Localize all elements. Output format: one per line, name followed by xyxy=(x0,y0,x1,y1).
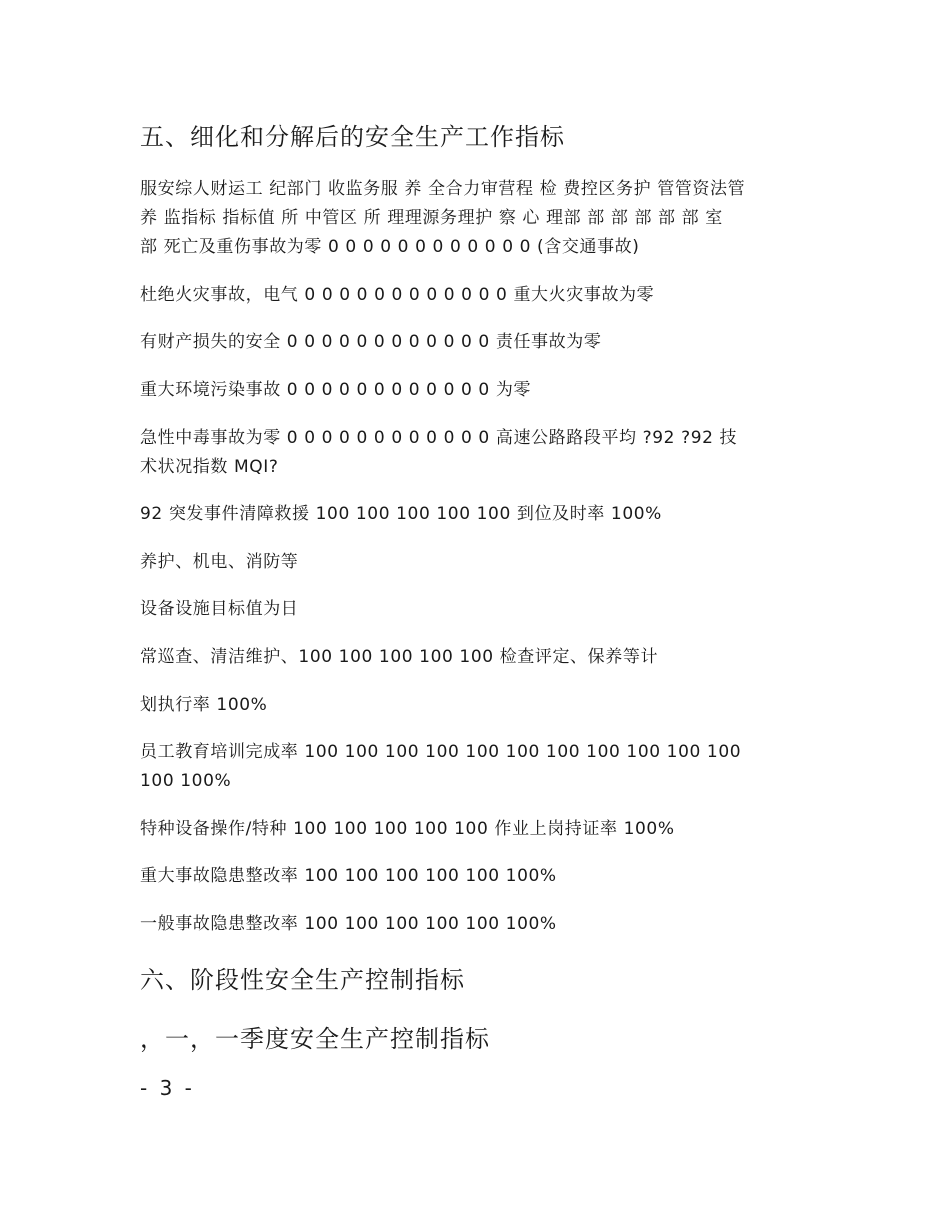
special-equipment-line: 特种设备操作/特种 100 100 100 100 100 作业上岗持证率 100% xyxy=(140,819,675,839)
daily-inspection-line: 常巡查、清洁维护、100 100 100 100 100 检查评定、保养等计 xyxy=(140,647,659,667)
page-number: - 3 - xyxy=(140,1076,195,1100)
acute-poisoning-line-2: 术状况指数 MQI? xyxy=(140,457,279,477)
general-hazard-line: 一般事故隐患整改率 100 100 100 100 100 100% xyxy=(140,914,557,934)
emergency-rescue-line: 92 突发事件清障救援 100 100 100 100 100 到位及时率 100% xyxy=(140,504,662,524)
training-line-2: 100 100% xyxy=(140,771,232,791)
section-heading-5: 五、细化和分解后的安全生产工作指标 xyxy=(140,123,565,151)
section-heading-6: 六、阶段性安全生产控制指标 xyxy=(140,966,465,994)
fire-accident-line: 杜绝火灾事故，电气 0 0 0 0 0 0 0 0 0 0 0 0 重大火灾事故为零 xyxy=(140,285,655,305)
maintenance-line: 养护、机电、消防等 xyxy=(140,552,299,572)
environment-pollution-line: 重大环境污染事故 0 0 0 0 0 0 0 0 0 0 0 0 为零 xyxy=(140,380,532,400)
training-line-1: 员工教育培训完成率 100 100 100 100 100 100 100 100 100 100 100 xyxy=(140,742,742,762)
table-header-line-2: 养 监指标 指标值 所 中管区 所 理理源务理护 察 心 理部 部 部 部 部 部 室 xyxy=(140,208,723,228)
major-hazard-line: 重大事故隐患整改率 100 100 100 100 100 100% xyxy=(140,866,557,886)
acute-poisoning-line-1: 急性中毒事故为零 0 0 0 0 0 0 0 0 0 0 0 0 高速公路路段平均 ?92 ?92 技 xyxy=(140,428,738,448)
table-header-line-3: 部 死亡及重伤事故为零 0 0 0 0 0 0 0 0 0 0 0 0 (含交通事故) xyxy=(140,237,640,257)
subsection-heading-q1: ，一，一季度安全生产控制指标 xyxy=(140,1025,490,1053)
property-loss-line: 有财产损失的安全 0 0 0 0 0 0 0 0 0 0 0 0 责任事故为零 xyxy=(140,332,602,352)
plan-execution-line: 划执行率 100% xyxy=(140,695,268,715)
facility-target-line: 设备设施目标值为日 xyxy=(140,599,299,619)
table-header-line-1: 服安综人财运工 纪部门 收监务服 养 全合力审营程 检 费控区务护 管管资法管 xyxy=(140,179,746,199)
